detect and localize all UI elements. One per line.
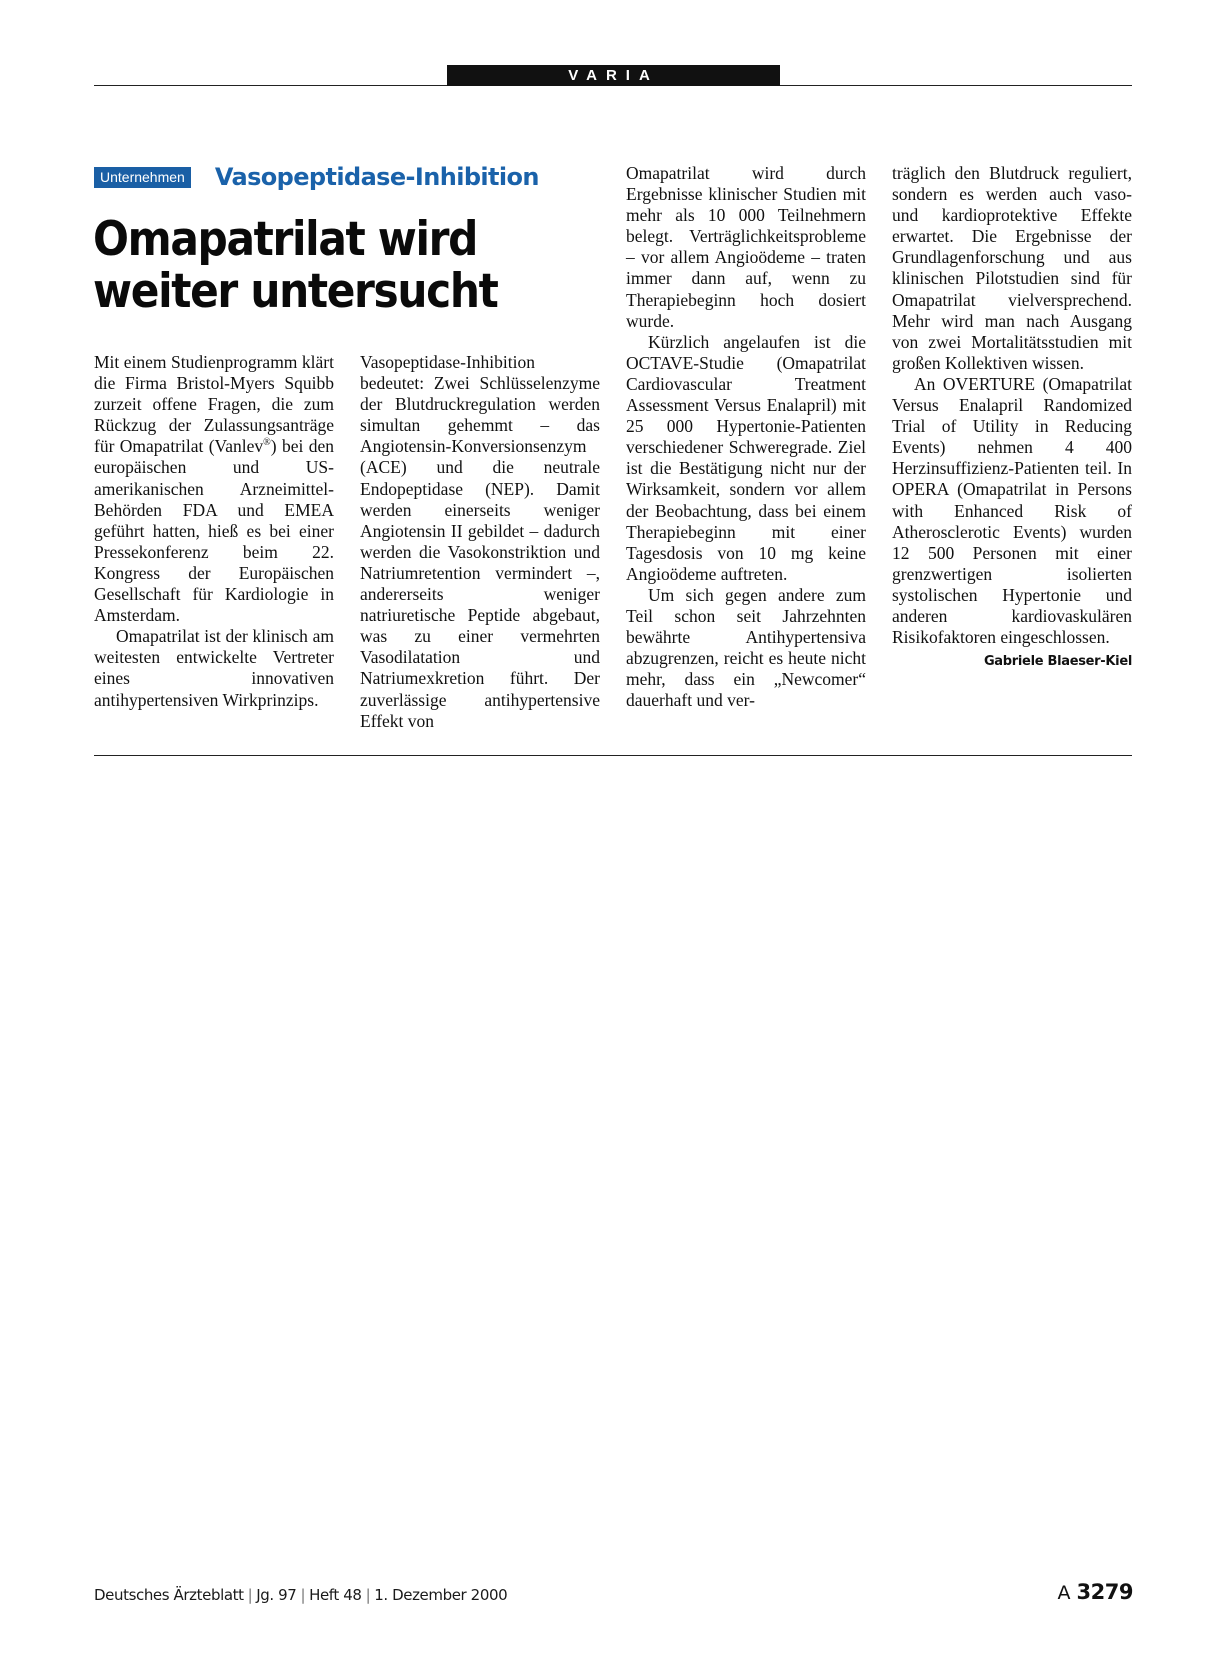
registered-mark: ® xyxy=(263,437,271,449)
author-byline: Gabriele Blaeser-Kiel xyxy=(983,654,1132,670)
paragraph: Vasopeptidase-Inhibition bedeutet: Zwei Schlüsselenzyme der Blutdruckregulation werden simultan gehemmt – das Angiotensin-Konversionsenzym (ACE) und die neutrale Endopeptidase (NEP). Damit werden einerseits weniger Angiotensin II gebildet – dadurch werden die Vasokonstriktion und Natriumretention vermindert –, andererseits weniger natriuretische Peptide abgebaut, was zu einer vermehrten Vasodilatation und Natriumexkretion führt. Der zuverlässige antihypertensive Effekt von xyxy=(360,352,600,731)
category-badge: Unternehmen xyxy=(94,167,191,188)
issue: Heft 48 xyxy=(309,1586,362,1604)
paragraph: Omapatrilat ist der klinisch am weitesten entwickelte Vertreter eines innovativen antihypertensiven Wirkprinzips. xyxy=(94,626,334,710)
page-number-block xyxy=(1058,1580,1133,1604)
issue-date: 1. Dezember 2000 xyxy=(374,1586,508,1604)
journal-name: Deutsches Ärzteblatt xyxy=(94,1586,244,1604)
footer-citation xyxy=(94,1586,507,1604)
headline xyxy=(93,214,525,318)
article-column-4 xyxy=(892,163,1132,672)
separator: | xyxy=(365,1586,371,1604)
text-run: Mit einem Studienprogramm klärt die Firma Bristol-Myers Squibb zurzeit offene Fragen, die zum Rückzug der Zulassungsanträge für Omapatrilat (Vanlev xyxy=(94,352,334,457)
volume: Jg. 97 xyxy=(256,1586,297,1604)
section-tag: VARIA xyxy=(447,65,780,86)
headline-line-1: Omapatrilat wird xyxy=(93,212,478,267)
separator: | xyxy=(300,1586,306,1604)
text-run: An OVERTURE (Omapatrilat Versus Enalapril Randomized Trial of Utility in Reducing Events) nehmen 4 400 Herzinsuffizienz-Patienten teil. In OPERA (Omapatrilat in Persons with Enhanced Risk of Atherosclerotic Events) wurden 12 500 Personen mit einer grenzwertigen isolierten systolischen Hypertonie und anderen kardiovaskulären Risikofaktoren eingeschlossen. xyxy=(892,373,1132,648)
paragraph: Kürzlich angelaufen ist die OCTAVE-Studie (Omapatrilat Cardiovascular Treatment Assessment Versus Enalapril) mit 25 000 Hypertonie-Patienten verschiedener Schweregrade. Ziel ist die Bestätigung nicht nur der Wirksamkeit, sondern vor allem der Beobachtung, dass bei einem Therapiebeginn mit einer Tagesdosis von 10 mg keine Angioödeme auftreten. xyxy=(626,331,866,584)
paragraph xyxy=(892,373,1132,670)
separator: | xyxy=(247,1586,253,1604)
kicker-title: Vasopeptidase-Inhibition xyxy=(214,163,539,191)
paragraph xyxy=(94,352,334,626)
paragraph: Um sich gegen andere zum Teil schon seit Jahrzehnten bewährte Antihypertensiva abzugrenzen, reicht es heute nicht mehr, dass ein „Newcomer“ dauerhaft und ver- xyxy=(626,584,866,711)
text-run: ) bei den europäischen und US-amerikanischen Arzneimittel-Behörden FDA und EMEA geführt hatten, hieß es bei einer Pressekonferenz beim 22. Kongress der Europäischen Gesellschaft für Kardiologie in Amsterdam. xyxy=(94,436,334,626)
article-column-2 xyxy=(360,352,600,732)
headline-line-2: weiter untersucht xyxy=(93,264,498,319)
article-column-3 xyxy=(626,163,866,711)
paragraph: Omapatrilat wird durch Ergebnisse klinischer Studien mit mehr als 10 000 Teilnehmern belegt. Verträglichkeitsprobleme – vor allem Angioödeme – traten immer dann auf, wenn zu Therapiebeginn hoch dosiert wurde. xyxy=(626,163,866,331)
page-prefix: A xyxy=(1057,1582,1071,1604)
page-number: 3279 xyxy=(1076,1580,1133,1604)
kicker-row xyxy=(94,162,539,192)
article-column-1 xyxy=(94,352,334,711)
paragraph: träglich den Blutdruck reguliert, sondern es werden auch vaso- und kardioprotektive Effekte erwartet. Die Ergebnisse der Grundlagenforschung und aus klinischen Pilotstudien sind für Omapatrilat vielversprechend. Mehr wird man nach Ausgang von zwei Mortalitätsstudien mit großen Kollektiven wissen. xyxy=(892,163,1132,373)
bottom-rule xyxy=(94,755,1132,756)
